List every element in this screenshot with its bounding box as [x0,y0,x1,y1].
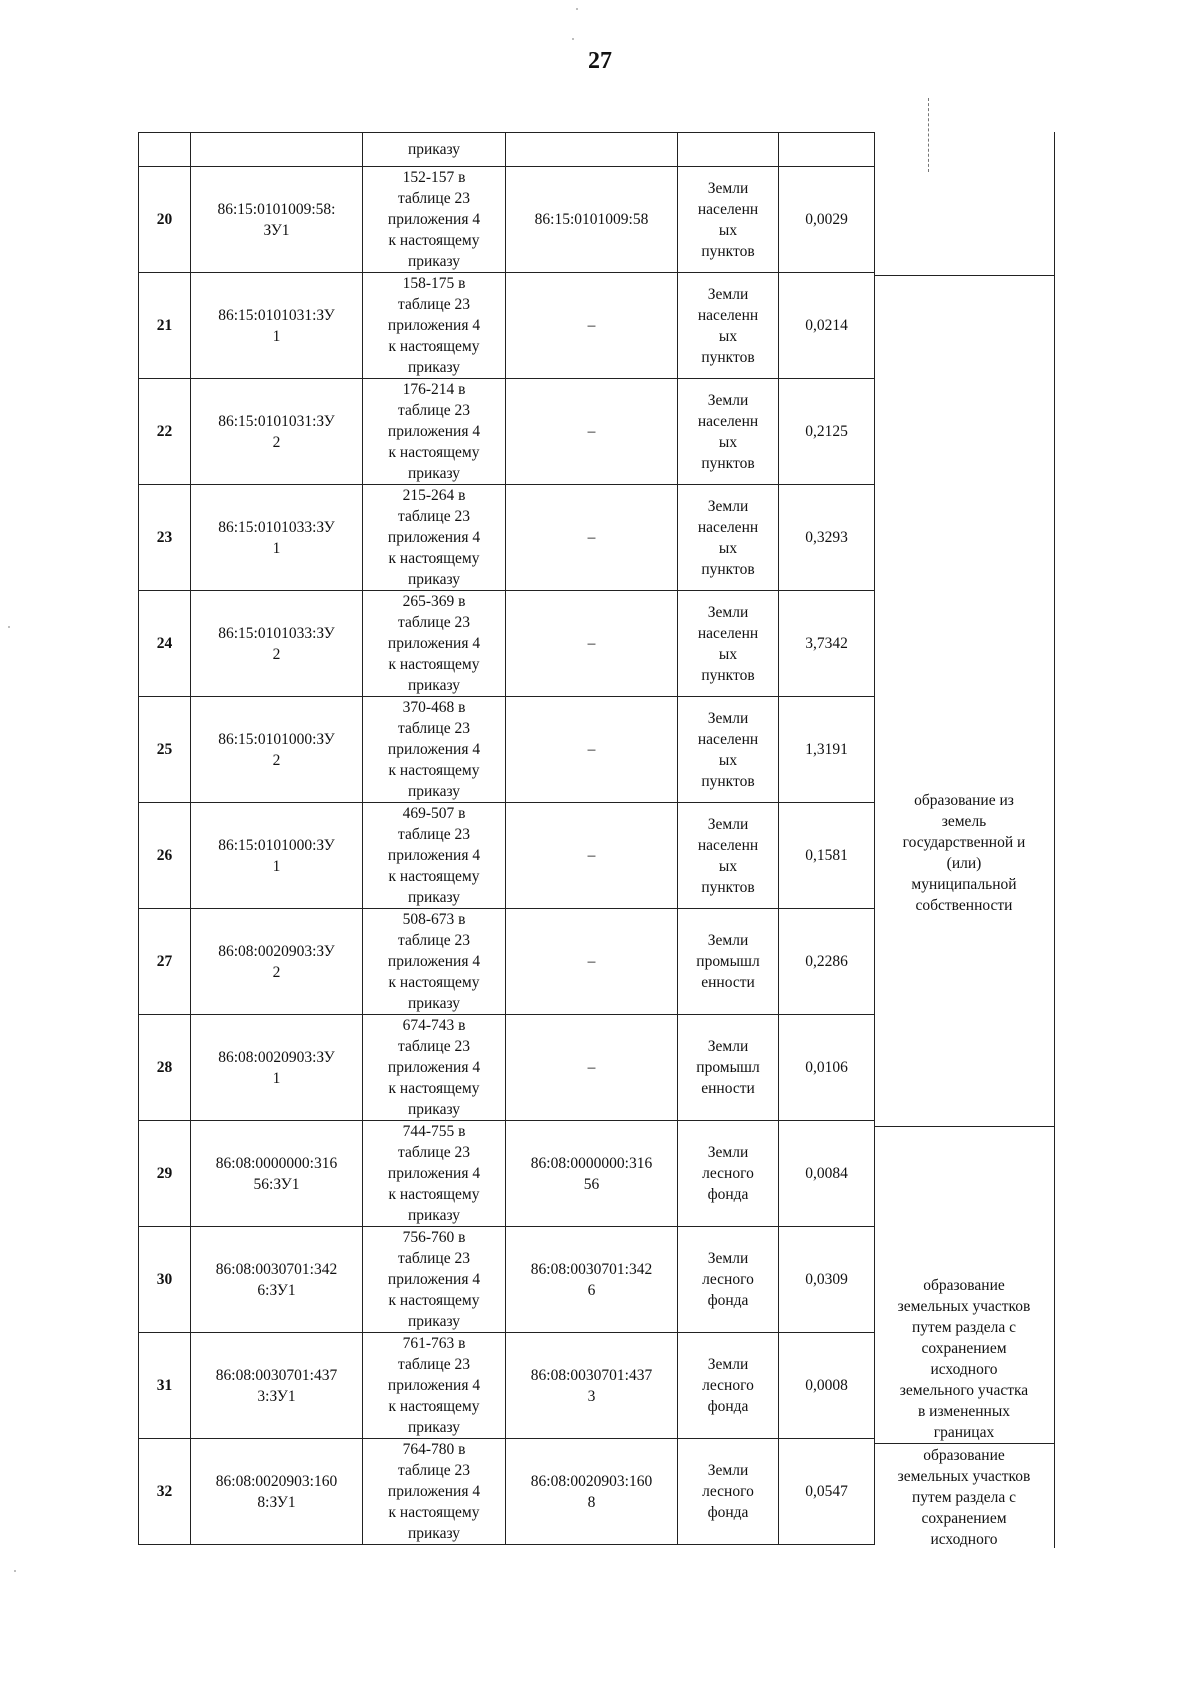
cell-points: 764-780 в таблице 23 приложения 4 к настоящему приказу [363,1439,506,1545]
cell-cadastral: 86:08:0000000:316 56:ЗУ1 [191,1121,363,1227]
cell-num: 21 [139,273,191,379]
cell-area: 0,0084 [779,1121,875,1227]
method-note-c: образование земельных участков путем раздела с сохранением исходного [897,1447,1031,1548]
cell-cadastral: 86:08:0020903:ЗУ 1 [191,1015,363,1121]
cell-num: 28 [139,1015,191,1121]
table-row [139,591,875,697]
cell-source [506,133,678,167]
cell-category: Земли лесного фонда [678,1439,779,1545]
cell-num: 25 [139,697,191,803]
cell-points: 152-157 в таблице 23 приложения 4 к настоящему приказу [363,167,506,273]
cell-cadastral: 86:15:0101000:ЗУ 1 [191,803,363,909]
cell-num: 26 [139,803,191,909]
cell-category: Земли лесного фонда [678,1333,779,1439]
table-row [139,803,875,909]
cell-points: 756-760 в таблице 23 приложения 4 к настоящему приказу [363,1227,506,1333]
cell-category: Земли населенн ых пунктов [678,803,779,909]
cell-cadastral: 86:15:0101033:ЗУ 2 [191,591,363,697]
margin-mark [928,98,929,172]
cell-points: приказу [363,133,506,167]
table-row [139,1439,875,1545]
table-row [139,167,875,273]
cell-points: 761-763 в таблице 23 приложения 4 к настоящему приказу [363,1333,506,1439]
cell-points: 158-175 в таблице 23 приложения 4 к настоящему приказу [363,273,506,379]
table-row [139,1333,875,1439]
scan-speck [572,38,574,40]
cell-category: Земли населенн ых пунктов [678,697,779,803]
cell-source: 86:08:0000000:316 56 [506,1121,678,1227]
land-plots-table [138,132,875,1545]
cell-num: 31 [139,1333,191,1439]
cell-num [139,133,191,167]
cell-area: 0,0214 [779,273,875,379]
group-separator [874,1126,1054,1127]
scan-speck [576,8,578,10]
table-row [139,1227,875,1333]
cell-category: Земли населенн ых пунктов [678,379,779,485]
cell-area: 0,2125 [779,379,875,485]
cell-category: Земли лесного фонда [678,1121,779,1227]
cell-num: 27 [139,909,191,1015]
cell-source: 86:15:0101009:58 [506,167,678,273]
cell-num: 29 [139,1121,191,1227]
cell-category: Земли промышл енности [678,1015,779,1121]
table-row [139,1121,875,1227]
cell-area: 0,0029 [779,167,875,273]
cell-area: 0,0008 [779,1333,875,1439]
cell-cadastral: 86:15:0101009:58: ЗУ1 [191,167,363,273]
scan-speck [14,1570,16,1572]
cell-category: Земли населенн ых пунктов [678,273,779,379]
table-row [139,909,875,1015]
cell-points: 508-673 в таблице 23 приложения 4 к настоящему приказу [363,909,506,1015]
right-border [1054,132,1055,1548]
cell-area: 0,0547 [779,1439,875,1545]
cell-category: Земли населенн ых пунктов [678,167,779,273]
cell-points: 265-369 в таблице 23 приложения 4 к настоящему приказу [363,591,506,697]
cell-cadastral: 86:15:0101031:ЗУ 1 [191,273,363,379]
cell-category: Земли промышл енности [678,909,779,1015]
cell-points: 215-264 в таблице 23 приложения 4 к настоящему приказу [363,485,506,591]
table-row [139,273,875,379]
cell-area: 0,0309 [779,1227,875,1333]
cell-source: – [506,485,678,591]
cell-category [678,133,779,167]
table-row [139,379,875,485]
cell-source: – [506,591,678,697]
cell-area: 0,0106 [779,1015,875,1121]
cell-area: 0,1581 [779,803,875,909]
scan-speck [8,626,10,628]
group-separator [874,275,1054,276]
cell-points: 674-743 в таблице 23 приложения 4 к настоящему приказу [363,1015,506,1121]
cell-category: Земли населенн ых пунктов [678,485,779,591]
cell-cadastral: 86:08:0020903:160 8:ЗУ1 [191,1439,363,1545]
cell-cadastral: 86:08:0030701:342 6:ЗУ1 [191,1227,363,1333]
cell-cadastral: 86:15:0101000:ЗУ 2 [191,697,363,803]
cell-num: 22 [139,379,191,485]
cell-source: – [506,1015,678,1121]
cell-num: 30 [139,1227,191,1333]
cell-source: – [506,273,678,379]
page-number: 27 [588,48,612,74]
cell-source: 86:08:0030701:437 3 [506,1333,678,1439]
cell-cadastral: 86:15:0101033:ЗУ 1 [191,485,363,591]
cell-category: Земли лесного фонда [678,1227,779,1333]
cell-num: 20 [139,167,191,273]
cell-points: 176-214 в таблице 23 приложения 4 к настоящему приказу [363,379,506,485]
cell-points: 469-507 в таблице 23 приложения 4 к настоящему приказу [363,803,506,909]
cell-source: – [506,909,678,1015]
table-row [139,697,875,803]
cell-category: Земли населенн ых пунктов [678,591,779,697]
cell-source: – [506,803,678,909]
cell-source: 86:08:0030701:342 6 [506,1227,678,1333]
cell-source: – [506,379,678,485]
cell-cadastral: 86:15:0101031:ЗУ 2 [191,379,363,485]
cell-source: – [506,697,678,803]
cell-points: 370-468 в таблице 23 приложения 4 к настоящему приказу [363,697,506,803]
cell-area: 0,3293 [779,485,875,591]
cell-source: 86:08:0020903:160 8 [506,1439,678,1545]
cell-cadastral [191,133,363,167]
table-row [139,1015,875,1121]
group-separator [874,1443,1054,1444]
cell-num: 32 [139,1439,191,1545]
cell-area: 1,3191 [779,697,875,803]
cell-area: 0,2286 [779,909,875,1015]
cell-cadastral: 86:08:0030701:437 3:ЗУ1 [191,1333,363,1439]
cell-area: 3,7342 [779,591,875,697]
cell-num: 24 [139,591,191,697]
cell-points: 744-755 в таблице 23 приложения 4 к настоящему приказу [363,1121,506,1227]
method-note-b: образование земельных участков путем раздела с сохранением исходного земельного участка в измененных границах [897,1277,1031,1441]
cell-cadastral: 86:08:0020903:ЗУ 2 [191,909,363,1015]
table-row-continuation [139,133,875,167]
cell-area [779,133,875,167]
table-row [139,485,875,591]
method-note-a: образование из земель государственной и (или) муниципальной собственности [902,792,1026,914]
cell-num: 23 [139,485,191,591]
